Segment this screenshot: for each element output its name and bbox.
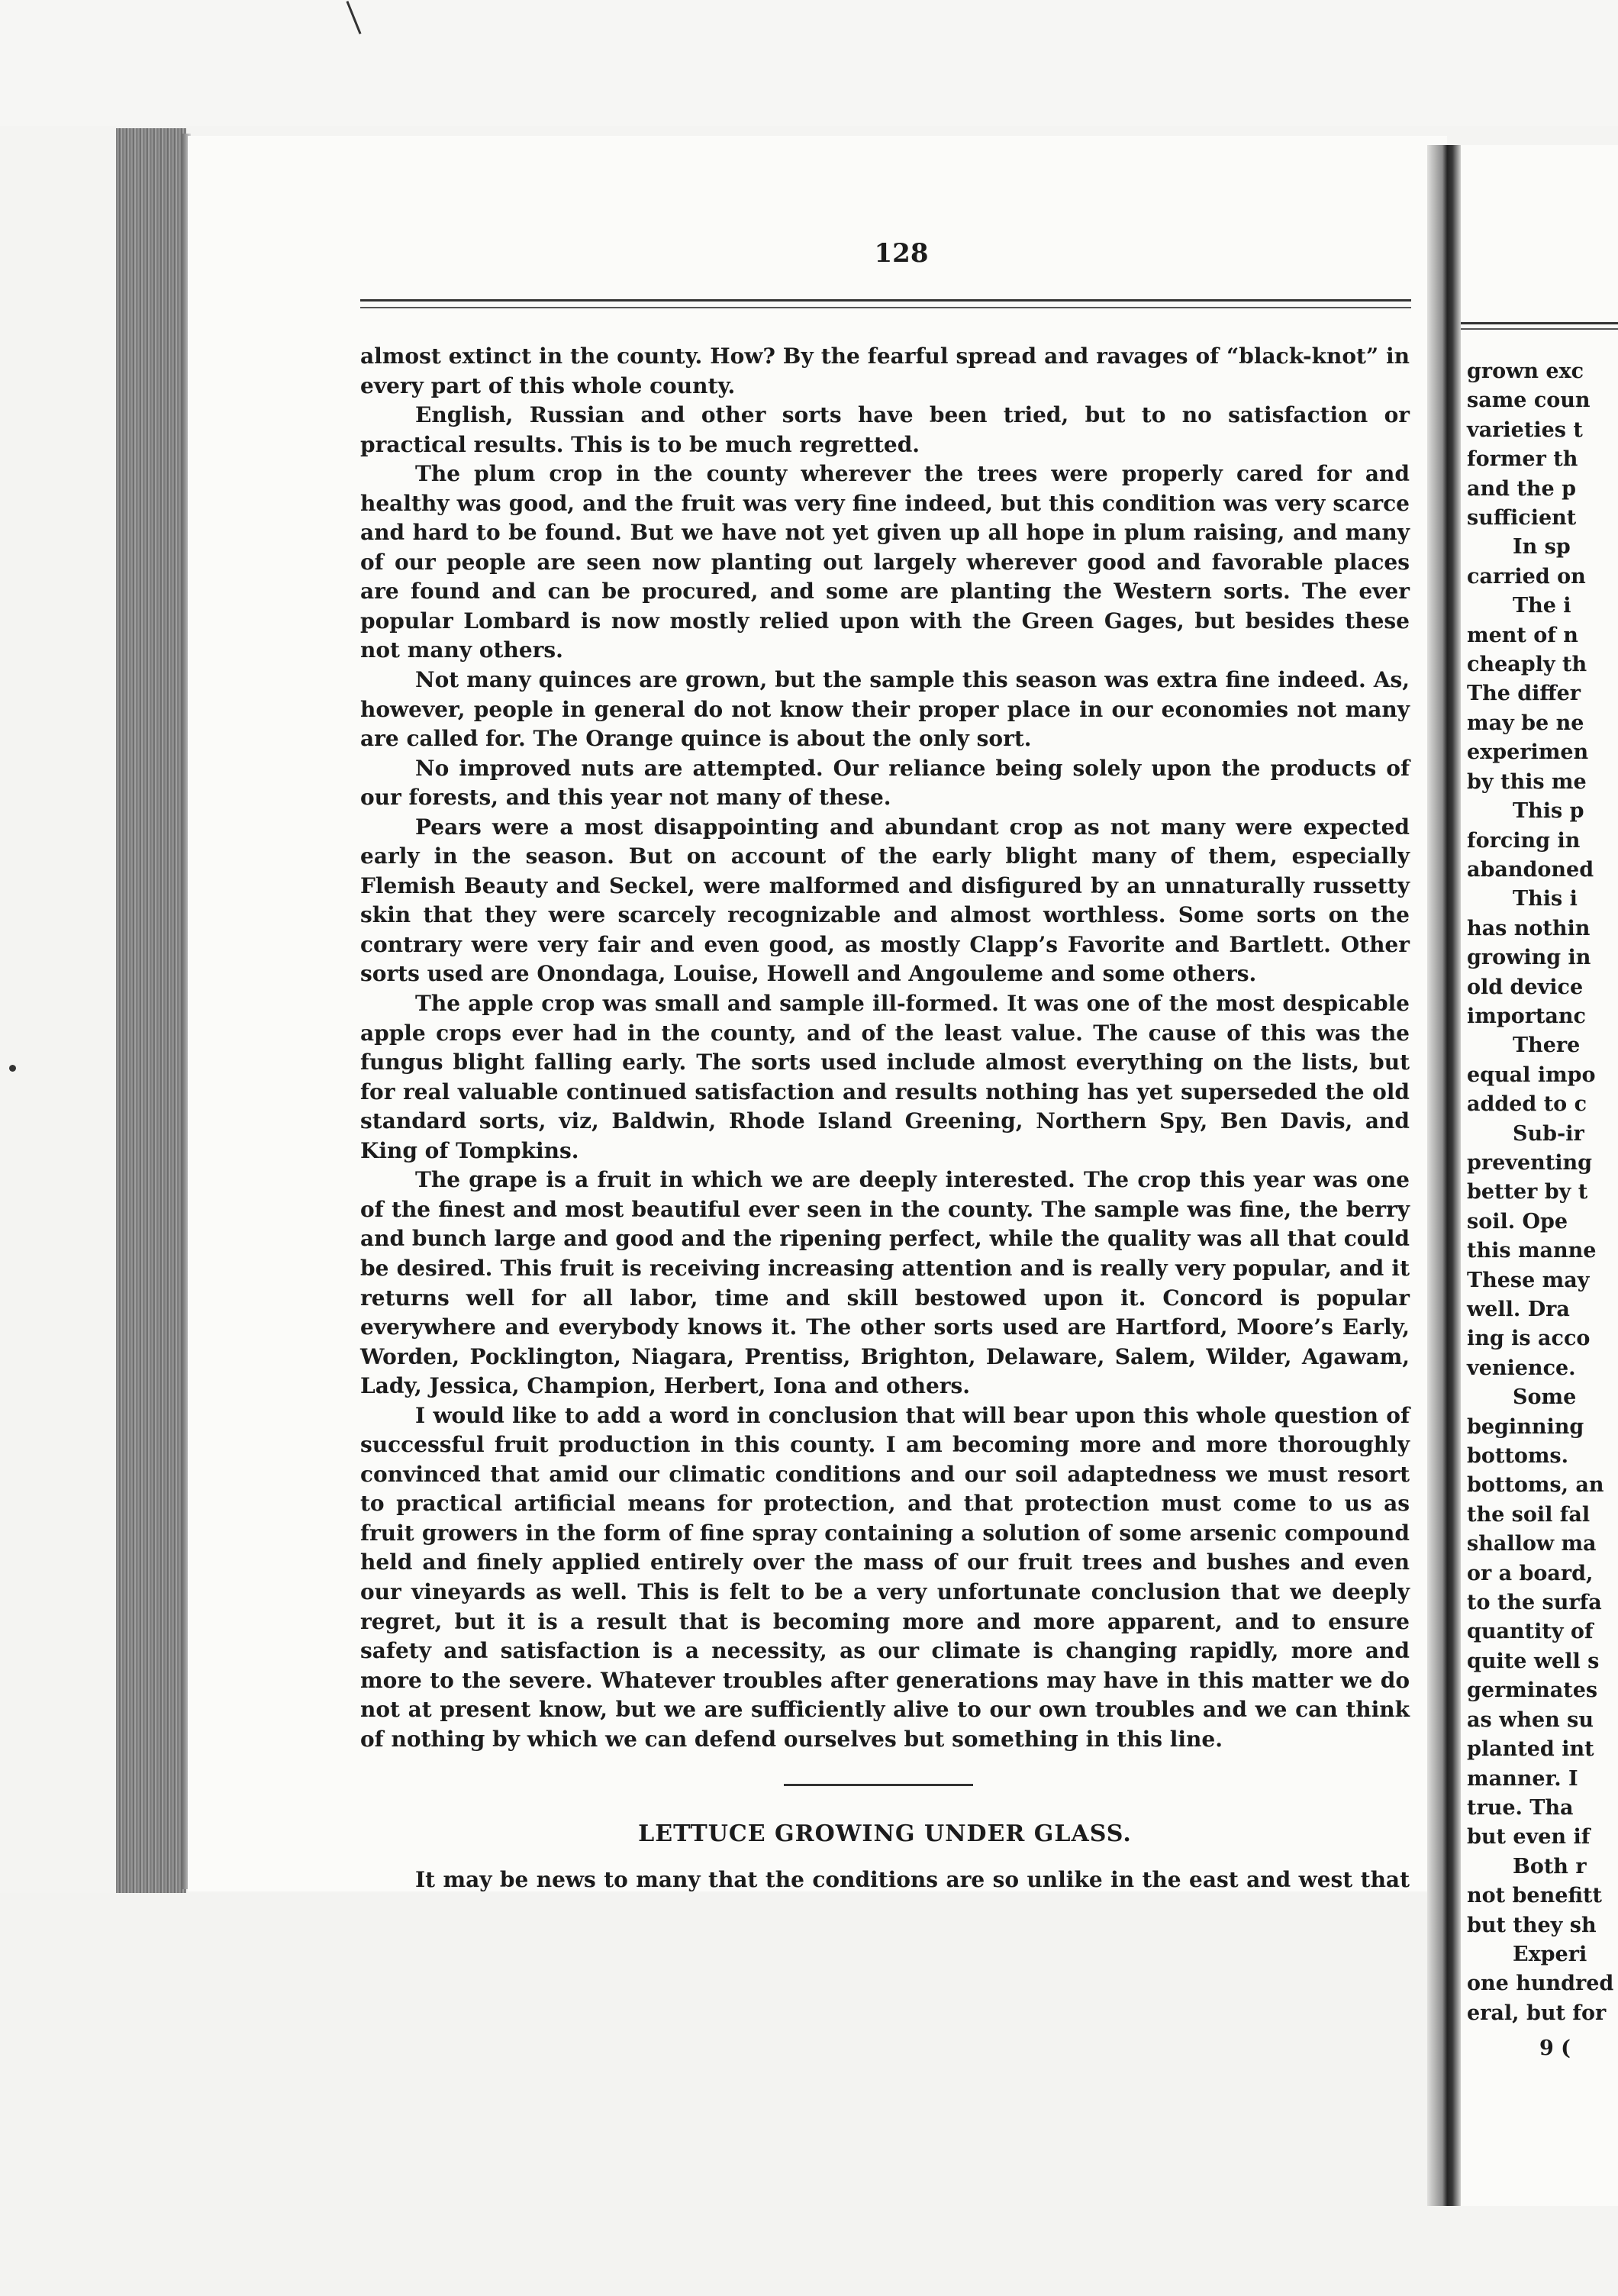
header-rule-top [360,299,1411,302]
facing-line: carried on [1467,564,1586,589]
facing-line: former th [1467,447,1578,472]
facing-line: venience. [1467,1356,1576,1380]
facing-line: abandoned [1467,857,1594,882]
facing-line: experimen [1467,740,1589,765]
facing-line: by this me [1467,769,1587,794]
facing-line: varieties t [1467,418,1583,442]
facing-line: Experi [1513,1942,1587,1966]
facing-line: but even if [1467,1825,1591,1849]
facing-line: has nothin [1467,916,1591,940]
paragraph: No improved nuts are attempted. Our reliance being solely upon the products of our forests, and this year not many of these. [360,755,1410,811]
facing-line: germinates [1467,1678,1598,1703]
paragraph: It may be news to many that the conditions are so unlike in the east and west that [415,1867,1410,1892]
facing-line: soil. Ope [1467,1209,1568,1233]
facing-line: These may [1467,1268,1590,1292]
paragraph: The apple crop was small and sample ill-formed. It was one of the most despicable apple crops ever had in the county, and of the least value. The cause of this was the fungus blight falling early. The sorts used include almost everything on the lists, but for real valuable continued satisfaction and results nothing has yet superseded the old standard sorts, viz, Baldwin, Rhode Island Greening, Northern Spy, Ben Davis, and King of Tompkins. [360,991,1410,1163]
facing-line: shallow ma [1467,1532,1597,1556]
facing-line: bottoms, an [1467,1473,1604,1498]
facing-header-rule-bottom [1461,328,1618,330]
scan-speck [9,1065,16,1072]
facing-line: not benefitt [1467,1884,1602,1908]
page-number: 128 [874,238,929,269]
facing-line: quite well s [1467,1649,1600,1673]
facing-line: This i [1513,887,1578,911]
facing-line: This p [1513,799,1584,824]
scan-bottom-margin [0,1893,1450,2296]
main-text [360,342,1410,1754]
facing-line: forcing in [1467,828,1581,853]
header-rule-bottom [360,307,1411,308]
facing-line: planted int [1467,1737,1594,1762]
facing-line: preventing [1467,1150,1593,1175]
facing-line: grown exc [1467,360,1584,383]
facing-line: quantity of [1467,1620,1594,1644]
facing-line: old device [1467,975,1584,999]
paragraph: Pears were a most disappointing and abundant crop as not many were expected early in the season. But on account of the early blight many of them, especially Flemish Beauty and Seckel, were malformed and disfigured by an unnaturally russetty skin that they were scarcely recognizable and almost worthless. Some sorts on the contrary were very fair and even good, as mostly Clapp’s Favorite and Bartlett. Other sorts used are Onondaga, Louise, Howell and Angouleme and some others. [360,814,1410,987]
facing-line: better by t [1467,1180,1588,1204]
facing-line: true. Tha [1467,1795,1574,1820]
paragraph: The grape is a fruit in which we are deeply interested. The crop this year was one of the finest and most beautiful ever seen in the county. The sample was fine, the berry and bunch large and good and the ripening perfect, while the quality was all that could be desired. This fruit is receiving increasing attention and is really very popular, and it returns well for all labor, time and skill bestowed upon it. Concord is popular everywhere and everybody knows it. The other sorts used are Hartford, Moore’s Early, Worden, Pocklington, Niagara, Prentiss, Brighton, Delaware, Salem, Wilder, Agawam, Lady, Jessica, Champion, Herbert, Iona and others. [360,1167,1410,1399]
facing-line: this manne [1467,1239,1597,1263]
facing-line: or a board, [1467,1561,1594,1585]
paragraph: almost extinct in the county. How? By the fearful spread and ravages of “black-knot” in every part of this whole county. [360,343,1410,398]
section-separator [784,1784,973,1786]
facing-line: same coun [1467,389,1591,413]
facing-header-rule [1461,322,1618,324]
facing-line: growing in [1467,946,1591,970]
facing-line: but they sh [1467,1913,1597,1937]
facing-page [1461,145,1618,2206]
paragraph: The plum crop in the county wherever the trees were properly cared for and healthy was good, and the fruit was very fine indeed, but this condition was very scarce and hard to be found. But we have not yet given up all hope in plum raising, and many of our people are seen now planting out largely wherever good and favorable places are found and can be procured, and some are planting the Western sorts. The ever popular Lombard is now mostly relied upon with the Green Gages, but besides these not many others. [360,461,1410,663]
facing-line: Both r [1513,1854,1587,1878]
book-gutter [1427,145,1461,2206]
book-fore-edge [116,128,186,1898]
facing-line: equal impo [1467,1063,1596,1087]
facing-line: The i [1513,594,1571,618]
facing-line: eral, but for [1467,2001,1607,2025]
facing-line: cheaply th [1467,653,1587,677]
facing-line: Some [1513,1385,1577,1410]
facing-line: ment of n [1467,623,1578,647]
facing-line: as when su [1467,1707,1594,1732]
facing-line: beginning [1467,1414,1584,1439]
facing-line: Sub-ir [1513,1121,1584,1146]
facing-line: to the surfa [1467,1591,1602,1615]
facing-line: importanc [1467,1004,1586,1028]
paragraph: Not many quinces are grown, but the sample this season was extra fine indeed. As, however, people in general do not know their proper place in our economies not many are called for. The Orange quince is about the only sort. [360,667,1410,752]
facing-line: the soil fal [1467,1502,1591,1527]
facing-line: There [1513,1034,1581,1058]
facing-page-text [1467,357,1618,2064]
facing-line: manner. I [1467,1766,1578,1791]
scan-background [0,0,1618,126]
facing-line: one hundred [1467,1972,1614,1996]
facing-line: and the p [1467,476,1576,501]
facing-line: sufficient [1467,506,1577,530]
paragraph: I would like to add a word in conclusion that will bear upon this whole question of successful fruit production in this county. I am becoming more and more thoroughly convinced that amid our climatic conditions and our soil adaptedness we must resort to practical artificial means for protection, and that protection must come to us as fruit growers in the form of fine spray containing a solution of some arsenic compound held and finely applied entirely over the mass of our fruit trees and bushes and even our vineyards as well. This is felt to be a very unfortunate conclusion that we deeply regret, but it is a result that is becoming more and more apparent, and to ensure safety and satisfaction is a necessity, as our climate is changing rapidly, more and more to the severe. Whatever troubles after generations may have in this matter we do not at present know, but we are sufficiently alive to our own troubles and we can think of nothing by which we can defend ourselves but something in this line. [360,1402,1410,1752]
facing-line: In sp [1513,535,1571,559]
facing-line: ing is acco [1467,1327,1591,1351]
facing-line: may be ne [1467,711,1584,735]
facing-line: The differ [1467,682,1581,706]
facing-line: added to c [1467,1092,1587,1117]
paragraph: English, Russian and other sorts have been tried, but to no satisfaction or practical results. This is to be much regretted. [360,402,1410,457]
section-heading: LETTUCE GROWING UNDER GLASS. [638,1820,1132,1847]
facing-line: well. Dra [1467,1298,1570,1321]
facing-line: 9 ( [1539,2036,1571,2061]
facing-line: bottoms. [1467,1444,1569,1469]
